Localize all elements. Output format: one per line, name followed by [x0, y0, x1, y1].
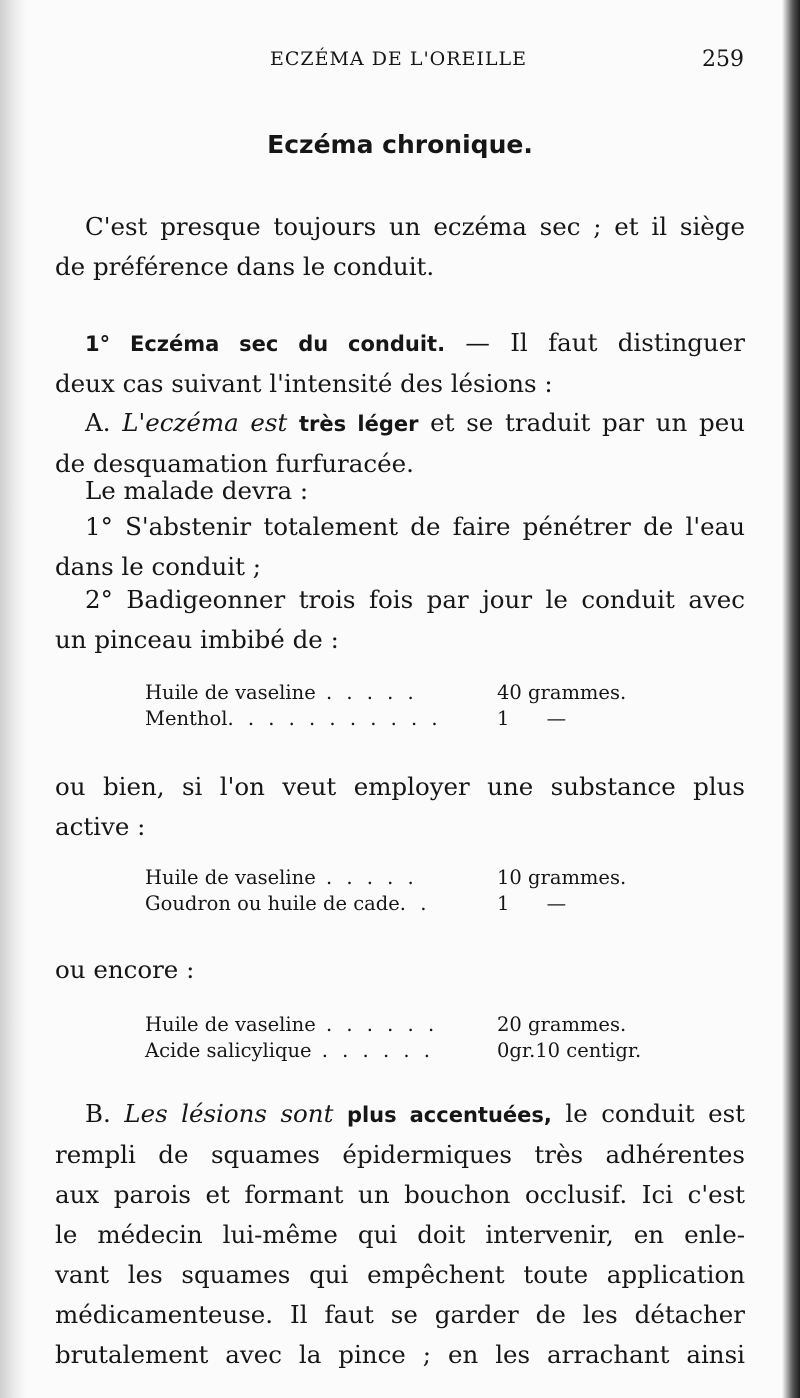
case-b-paragraph: [55, 1094, 745, 1375]
text-line: [55, 323, 745, 364]
italic-text: Les lésions sont: [124, 1099, 347, 1128]
prescription-1: [145, 680, 665, 732]
prescription-2: [145, 865, 665, 917]
text-line: [55, 403, 745, 444]
prescription-row: [145, 1038, 665, 1064]
text-line: 1° S'abstenir totalement de faire pénétrer de l'eau: [85, 512, 745, 541]
text-line: brutalement avec la pince ; en les arrachant ainsi: [55, 1340, 745, 1369]
dose: 40 grammes.: [497, 681, 627, 704]
dose: 0gr.10 centigr.: [497, 1039, 642, 1062]
prescription-row: [145, 706, 665, 732]
text-fragment: — Il faut distinguer: [445, 328, 745, 357]
text-fragment: et se traduit par un peu: [418, 408, 745, 437]
text-line: de desquamation furfuracée.: [55, 449, 414, 478]
dose: 10 grammes.: [497, 866, 627, 889]
ingredient: Acide salicylique . . . . . .: [145, 1039, 434, 1062]
page-number: 259: [702, 47, 744, 72]
page-edge-shadow: [782, 0, 800, 1398]
text-line: vant les squames qui empêchent toute application: [55, 1260, 745, 1289]
text-line: ou encore :: [55, 955, 195, 984]
page-gutter-shadow: [0, 0, 26, 1398]
ingredient: Goudron ou huile de cade. .: [145, 892, 431, 915]
subsection-heading: 1° Eczéma sec du conduit.: [85, 332, 446, 356]
text-line: [55, 1094, 745, 1135]
text-line: un pinceau imbibé de :: [55, 625, 339, 654]
italic-text: L'eczéma est: [122, 408, 300, 437]
case-label: B.: [85, 1099, 125, 1128]
dose: 20 grammes.: [497, 1013, 627, 1036]
text-line: rempli de squames épidermiques très adhérentes: [55, 1140, 745, 1169]
intro-paragraph: [55, 207, 745, 287]
text-line: Le malade devra :: [85, 476, 309, 505]
alternative-1: [55, 767, 745, 847]
prescription-row: [145, 891, 665, 917]
text-line: ou bien, si l'on veut employer une substance plus: [55, 772, 745, 801]
running-title: ECZÉMA DE L'OREILLE: [270, 48, 528, 70]
text-line: dans le conduit ;: [55, 552, 261, 581]
text-line: aux parois et formant un bouchon occlusif. Ici c'est: [55, 1180, 745, 1209]
patient-paragraph: [55, 471, 745, 511]
text-fragment: le conduit est: [551, 1099, 746, 1128]
ingredient: Huile de vaseline . . . . .: [145, 681, 418, 704]
section-title: Eczéma chronique.: [267, 130, 533, 159]
ingredient: Menthol. . . . . . . . . . .: [145, 707, 442, 730]
emphasis-text: plus accentuées,: [346, 1103, 552, 1127]
dose: 1 —: [497, 707, 567, 730]
prescription-3: [145, 1012, 665, 1064]
prescription-row: [145, 680, 665, 706]
running-header: [0, 48, 800, 78]
instruction-1: [55, 507, 745, 587]
prescription-row: [145, 1012, 665, 1038]
text-line: 2° Badigeonner trois fois par jour le conduit avec: [85, 585, 745, 614]
text-line: deux cas suivant l'intensité des lésions :: [55, 369, 553, 398]
text-line: C'est presque toujours un eczéma sec ; et il siège: [85, 212, 745, 241]
instruction-2: [55, 580, 745, 660]
emphasis-text: très léger: [299, 412, 419, 436]
ingredient: Huile de vaseline . . . . .: [145, 866, 418, 889]
case-label: A.: [85, 408, 123, 437]
alternative-2: [55, 950, 745, 990]
dose: 1 —: [497, 892, 567, 915]
text-line: médicamenteuse. Il faut se garder de les détacher: [55, 1300, 745, 1329]
text-line: de préférence dans le conduit.: [55, 252, 435, 281]
text-line: active :: [55, 812, 146, 841]
ingredient: Huile de vaseline . . . . . .: [145, 1013, 439, 1036]
section1-paragraph: [55, 323, 745, 404]
prescription-row: [145, 865, 665, 891]
text-line: le médecin lui-même qui doit intervenir, en enle-: [55, 1220, 745, 1249]
